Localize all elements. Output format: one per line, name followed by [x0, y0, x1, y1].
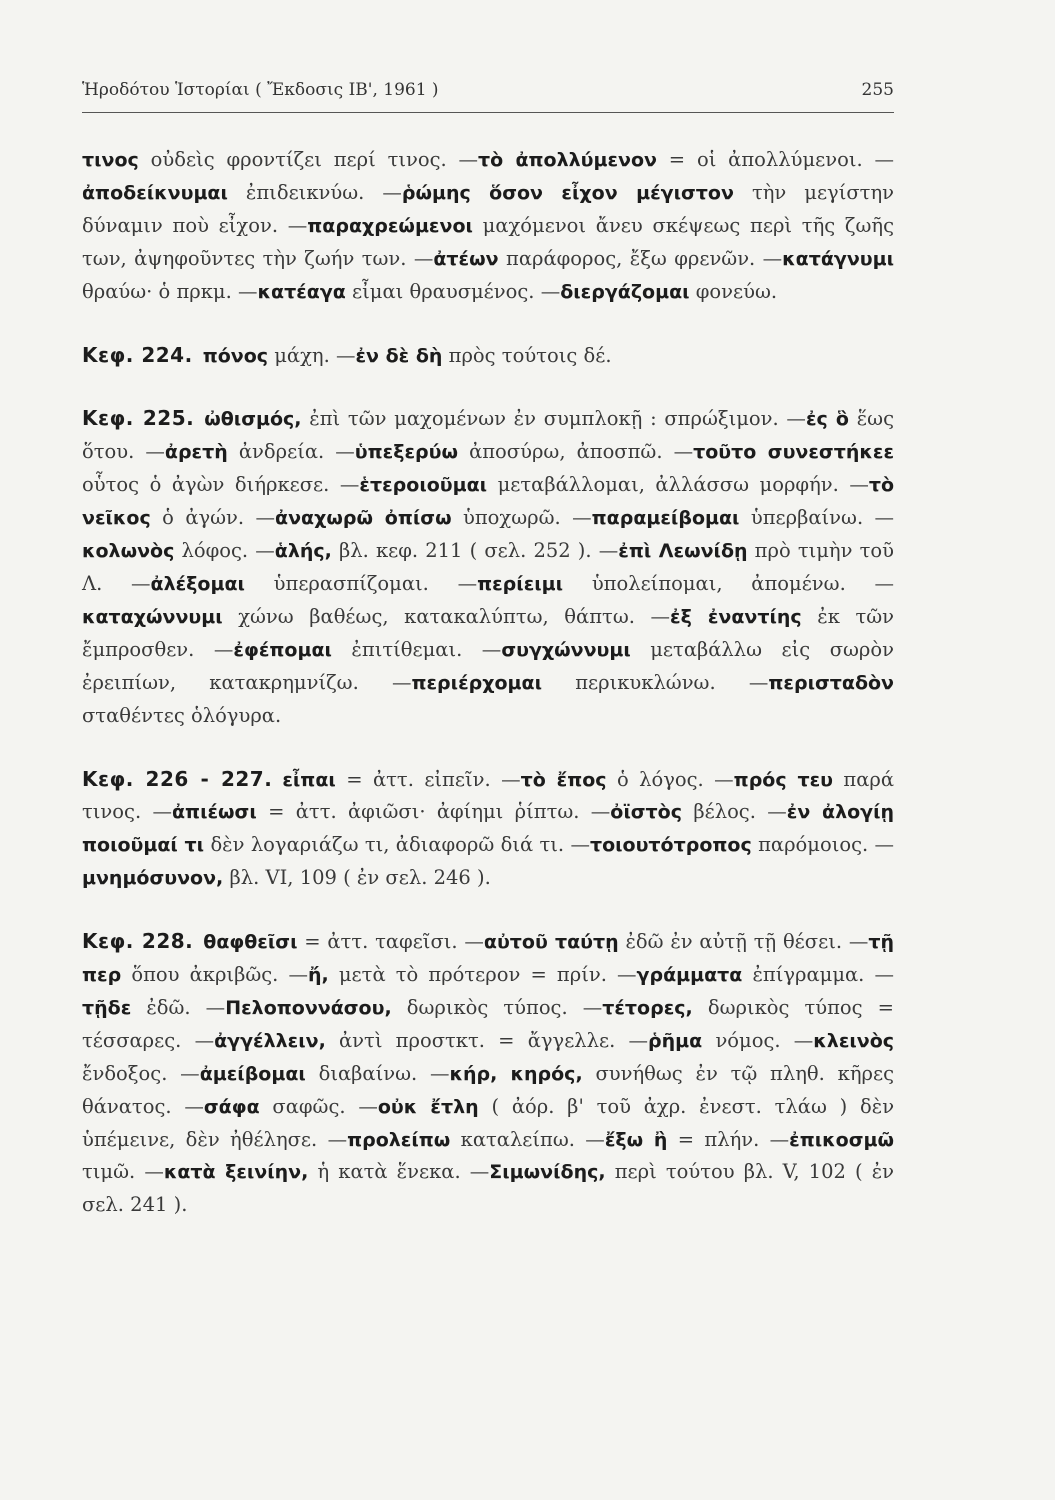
entry-separator [278, 214, 307, 237]
lemma: ῥῆμα [648, 1029, 703, 1052]
entry-separator [458, 930, 484, 953]
lemma: ἀναχωρῶ ὀπίσω [275, 507, 452, 530]
entry-separator [781, 1029, 814, 1052]
gloss: θραύω· ὁ πρκμ. [82, 279, 232, 303]
entry-separator [579, 800, 610, 823]
gloss: ὁ λόγος. [616, 767, 704, 791]
gloss: οὐδεὶς φροντίζει περί τινος. [150, 148, 447, 171]
gloss: = πλήν. [677, 1127, 760, 1151]
entry-separator [704, 768, 734, 791]
lemma: τῇδε [82, 996, 132, 1019]
gloss: οὗτος ὁ ἀγὼν διήρκεσε. [82, 473, 330, 497]
chapter-block [82, 144, 894, 309]
entry-separator [346, 1095, 378, 1118]
lemma: αὐτοῦ ταύτῃ [483, 931, 619, 954]
gloss: μετὰ τὸ πρότερον = πρίν. [338, 963, 607, 987]
lemma: ἐπὶ Λεωνίδῃ [618, 540, 748, 563]
lemma: ἀποδείκνυμαι [82, 181, 228, 204]
entry-separator [846, 572, 894, 595]
gloss: φονεύω. [695, 279, 778, 303]
entry-separator [232, 280, 258, 303]
gloss: = οἱ ἀπολλύμενοι. [668, 148, 863, 171]
entry-separator [561, 506, 592, 529]
gloss: τὴν μεγίστην δύναμιν ποὺ εἶχον. [82, 180, 894, 237]
gloss: ὑποχωρῶ. [463, 506, 561, 530]
entry-separator [417, 1062, 449, 1085]
gloss: = ἀττ. ἀφιῶσι· ἀφίημι ῥίπτω. [268, 800, 580, 824]
lemma: κλεινὸς [813, 1029, 895, 1052]
lemma: τὸ ἔπος [520, 768, 607, 791]
lemma: κατέαγα [257, 280, 346, 303]
gloss: περικυκλώνω. [575, 670, 716, 694]
lemma: ἀτέων [433, 247, 499, 270]
lemma: ἐν ἀλογίῃ ποιοῦμαί τι [82, 801, 895, 857]
chapter-block [82, 402, 894, 732]
lemma: ἀμείβομαι [199, 1062, 306, 1085]
entry-separator [462, 638, 501, 661]
gloss: λόφος. [181, 539, 249, 563]
gloss: περὶ τούτου βλ. V, 102 ( ἐν σελ. 241 ). [82, 1160, 895, 1217]
entry-separator [779, 407, 806, 430]
lemma: συγχώννυμι [501, 638, 631, 661]
lemma: εἶπαι [282, 768, 336, 791]
gloss: δωρικὸς τύπος = τέσσαρες. [82, 995, 894, 1052]
lemma: ἐπικοσμῶ [789, 1128, 894, 1151]
header-rule [82, 112, 894, 113]
lemma: κατὰ ξεινίην, [163, 1161, 309, 1184]
lemma: ἐξ ἐναντίης [670, 605, 802, 628]
entry-separator [842, 930, 868, 953]
lemma: σάφα [203, 1095, 260, 1118]
entry-separator [317, 1128, 347, 1151]
chapter-block [82, 925, 894, 1222]
gloss: δωρικὸς τύπος. [406, 995, 568, 1019]
gloss: μαχόμενοι ἄνευ σκέψεως περὶ τῆς ζωῆς των, ἀψηφοῦντες τὴν ζωήν των. [82, 213, 894, 270]
gloss: ( ἀόρ. β' τοῦ ἀχρ. ἐνεστ. τλάω ) δὲν ὑπέμεινε, δὲν ἠθέλησε. [82, 1094, 895, 1151]
gloss: βλ. VI, 109 ( ἐν σελ. 246 ). [229, 866, 491, 890]
gloss: διαβαίνω. [318, 1061, 418, 1085]
entry-separator [755, 247, 782, 270]
lemma: παραχρεώμενοι [307, 214, 473, 237]
gloss: παρόμοιος. [758, 833, 869, 857]
gloss: ἀποσύρω, ἀποσπῶ. [469, 440, 663, 464]
entry-separator [330, 344, 356, 367]
entry-separator [868, 833, 894, 856]
lemma: περίειμι [477, 572, 564, 595]
entry-separator [172, 1095, 204, 1118]
lemma: ἀπιέωσι [171, 801, 257, 824]
lemma: ἀλέξομαι [150, 572, 245, 595]
lemma: τινος [82, 149, 139, 171]
lemma: οὐκ ἔτλη [377, 1095, 479, 1118]
gloss: πρὸ τιμὴν τοῦ Λ. [82, 539, 894, 595]
chapter-label: Κεφ. 225. [82, 406, 195, 431]
gloss: βέλος. [693, 800, 756, 824]
gloss: ὅπου ἀκριβῶς. [131, 963, 279, 987]
lemma: παραμείβομαι [591, 507, 740, 530]
chapter-label: Κεφ. 226 - 227. [82, 766, 273, 791]
gloss: ἀνδρεία. [238, 440, 325, 464]
entry-separator [607, 963, 637, 986]
lemma: ῥώμης ὅσον εἶχον μέγιστον [401, 181, 734, 204]
entry-separator [663, 440, 694, 463]
lemma: κατάγνυμι [782, 247, 895, 270]
lemma: κολωνὸς [82, 540, 175, 563]
gloss: ἐπὶ τῶν μαχομένων ἐν συμπλοκῇ : σπρώξιμον. [309, 407, 779, 431]
gloss: ἕως ὅτου. [82, 407, 895, 464]
lemma: προλείπω [347, 1128, 451, 1151]
gloss: ὑπερασπίζομαι. [273, 571, 429, 595]
entry-separator [102, 572, 150, 595]
lemma: τῇ περ [82, 931, 894, 987]
lemma: ἤ, [308, 964, 329, 987]
entry-separator [461, 1160, 490, 1183]
lemma: Σιμωνίδης, [489, 1161, 606, 1184]
chapter-label: Κεφ. 224. [82, 342, 193, 367]
entry-separator [141, 800, 172, 823]
lemma: ἑτεροιοῦμαι [359, 474, 488, 497]
entry-separator [535, 280, 561, 303]
lemma: τὸ ἀπολλύμενον [478, 149, 657, 171]
lemma: ἔξω ἢ [604, 1128, 668, 1151]
gloss: χώνω βαθέως, κατακαλύπτω, θάπτω. [238, 604, 635, 628]
gloss: ἐπιτίθεμαι. [351, 637, 463, 661]
gloss: νόμος. [715, 1028, 781, 1052]
gloss: ἐδῶ ἐν αὐτῇ τῇ θέσει. [625, 930, 843, 954]
entry-separator [568, 996, 603, 1019]
lemma: Πελοποννάσου, [225, 996, 392, 1019]
running-head-title: Ἡροδότου Ἱστορίαι ( Ἔκδοσις ΙΒ', 1961 ) [82, 80, 439, 100]
entry-separator [863, 148, 894, 171]
entry-separator [756, 800, 787, 823]
entry-separator [134, 440, 165, 463]
entry-separator [615, 1029, 648, 1052]
lemma: κήρ, κηρός, [449, 1062, 583, 1085]
lemma: τέτορες, [602, 996, 693, 1019]
gloss: μεταβάλλω εἰς σωρὸν ἐρειπίων, κατακρημνίζω. [82, 637, 894, 694]
gloss: καταλείπω. [460, 1127, 575, 1151]
gloss: ἐπίγραμμα. [752, 963, 865, 987]
page-number: 255 [861, 80, 894, 100]
entry-separator [863, 506, 894, 529]
gloss: ἀντὶ προστκτ. = ἄγγελλε. [339, 1028, 616, 1052]
entry-separator [135, 1160, 164, 1183]
glossary-body [82, 144, 894, 1222]
gloss: σαφῶς. [272, 1094, 346, 1118]
entry-separator [406, 247, 433, 270]
chapter-block [82, 763, 894, 896]
lemma: τοῦτο συνεστήκεε [693, 441, 895, 464]
entry-separator [194, 638, 233, 661]
entry-separator [191, 996, 226, 1019]
lemma: θαφθεῖσι [203, 931, 298, 954]
chapter-block [82, 339, 894, 373]
gloss: ὁ ἀγών. [162, 506, 245, 530]
gloss: συνήθως ἐν τῷ πληθ. κῆρες θάνατος. [82, 1061, 894, 1118]
lemma: διεργάζομαι [560, 280, 690, 303]
lemma: ἐν δὲ δὴ [355, 344, 443, 367]
gloss: τιμῶ. [82, 1160, 136, 1184]
lemma: ἁλής, [274, 540, 332, 563]
entry-separator [248, 539, 275, 562]
gloss: βλ. κεφ. 211 ( σελ. 252 ). [339, 539, 592, 563]
gloss: σταθέντες ὁλόγυρα. [82, 703, 282, 727]
lemma: πρός τευ [733, 768, 833, 791]
chapter-label: Κεφ. 228. [82, 929, 194, 954]
entry-separator [364, 181, 402, 204]
gloss: = ἀττ. εἰπεῖν. [346, 767, 491, 791]
gloss: πρὸς τούτοις δέ. [448, 343, 612, 367]
gloss: εἶμαι θραυσμένος. [352, 279, 535, 303]
entry-separator [329, 473, 359, 496]
entry-separator [716, 671, 769, 694]
lemma: περισταδὸν [768, 671, 894, 694]
gloss: μάχη. [274, 343, 330, 367]
lemma: ὠθισμός, [204, 408, 302, 431]
entry-separator [575, 1128, 605, 1151]
lemma: μνημόσυνον, [82, 867, 224, 890]
entry-separator [181, 1029, 214, 1052]
lemma: γράμματα [636, 964, 743, 987]
lemma: ἀρετὴ [164, 441, 228, 464]
entry-separator [864, 963, 894, 986]
entry-separator [324, 440, 355, 463]
gloss: ἡ κατὰ ἕνεκα. [317, 1160, 461, 1184]
lemma: τὸ νεῖκος [82, 474, 895, 530]
gloss: παράφορος, ἔξω φρενῶν. [506, 246, 756, 270]
lemma: τοιουτότροπος [589, 834, 752, 857]
entry-separator [429, 572, 477, 595]
lemma: ὑπεξερύω [354, 441, 458, 464]
lemma: πόνος [202, 344, 269, 367]
running-head [82, 80, 894, 100]
entry-separator [564, 833, 590, 856]
entry-separator [244, 506, 275, 529]
entry-separator [759, 1128, 789, 1151]
gloss: ὑπερβαίνω. [750, 506, 864, 530]
gloss: ἔνδοξος. [82, 1061, 168, 1085]
gloss: μεταβάλλομαι, ἀλλάσσω μορφήν. [497, 473, 839, 497]
lemma: ἀγγέλλειν, [214, 1029, 326, 1052]
entry-separator [839, 473, 869, 496]
entry-separator [167, 1062, 199, 1085]
gloss: = ἀττ. ταφεῖσι. [304, 930, 458, 954]
entry-separator [592, 539, 619, 562]
lemma: ἐς ὃ [805, 408, 849, 431]
gloss: ἐπιδεικνύω. [245, 180, 365, 204]
gloss: δὲν λογαριάζω τι, ἀδιαφορῶ διά τι. [210, 833, 565, 857]
lemma: ὀϊστὸς [610, 801, 682, 824]
lemma: περιέρχομαι [411, 671, 542, 694]
entry-separator [447, 148, 478, 171]
gloss: ὑπολείπομαι, ἀπομένω. [591, 571, 846, 595]
gloss: παρά τινος. [82, 767, 895, 824]
entry-separator [359, 671, 412, 694]
gloss: ἐκ τῶν ἔμπροσθεν. [82, 604, 895, 661]
entry-separator [278, 963, 308, 986]
entry-separator [491, 768, 521, 791]
entry-separator [635, 605, 670, 628]
gloss: ἐδῶ. [146, 995, 191, 1019]
lemma: ἐφέπομαι [233, 638, 332, 661]
lemma: καταχώννυμι [82, 605, 223, 628]
